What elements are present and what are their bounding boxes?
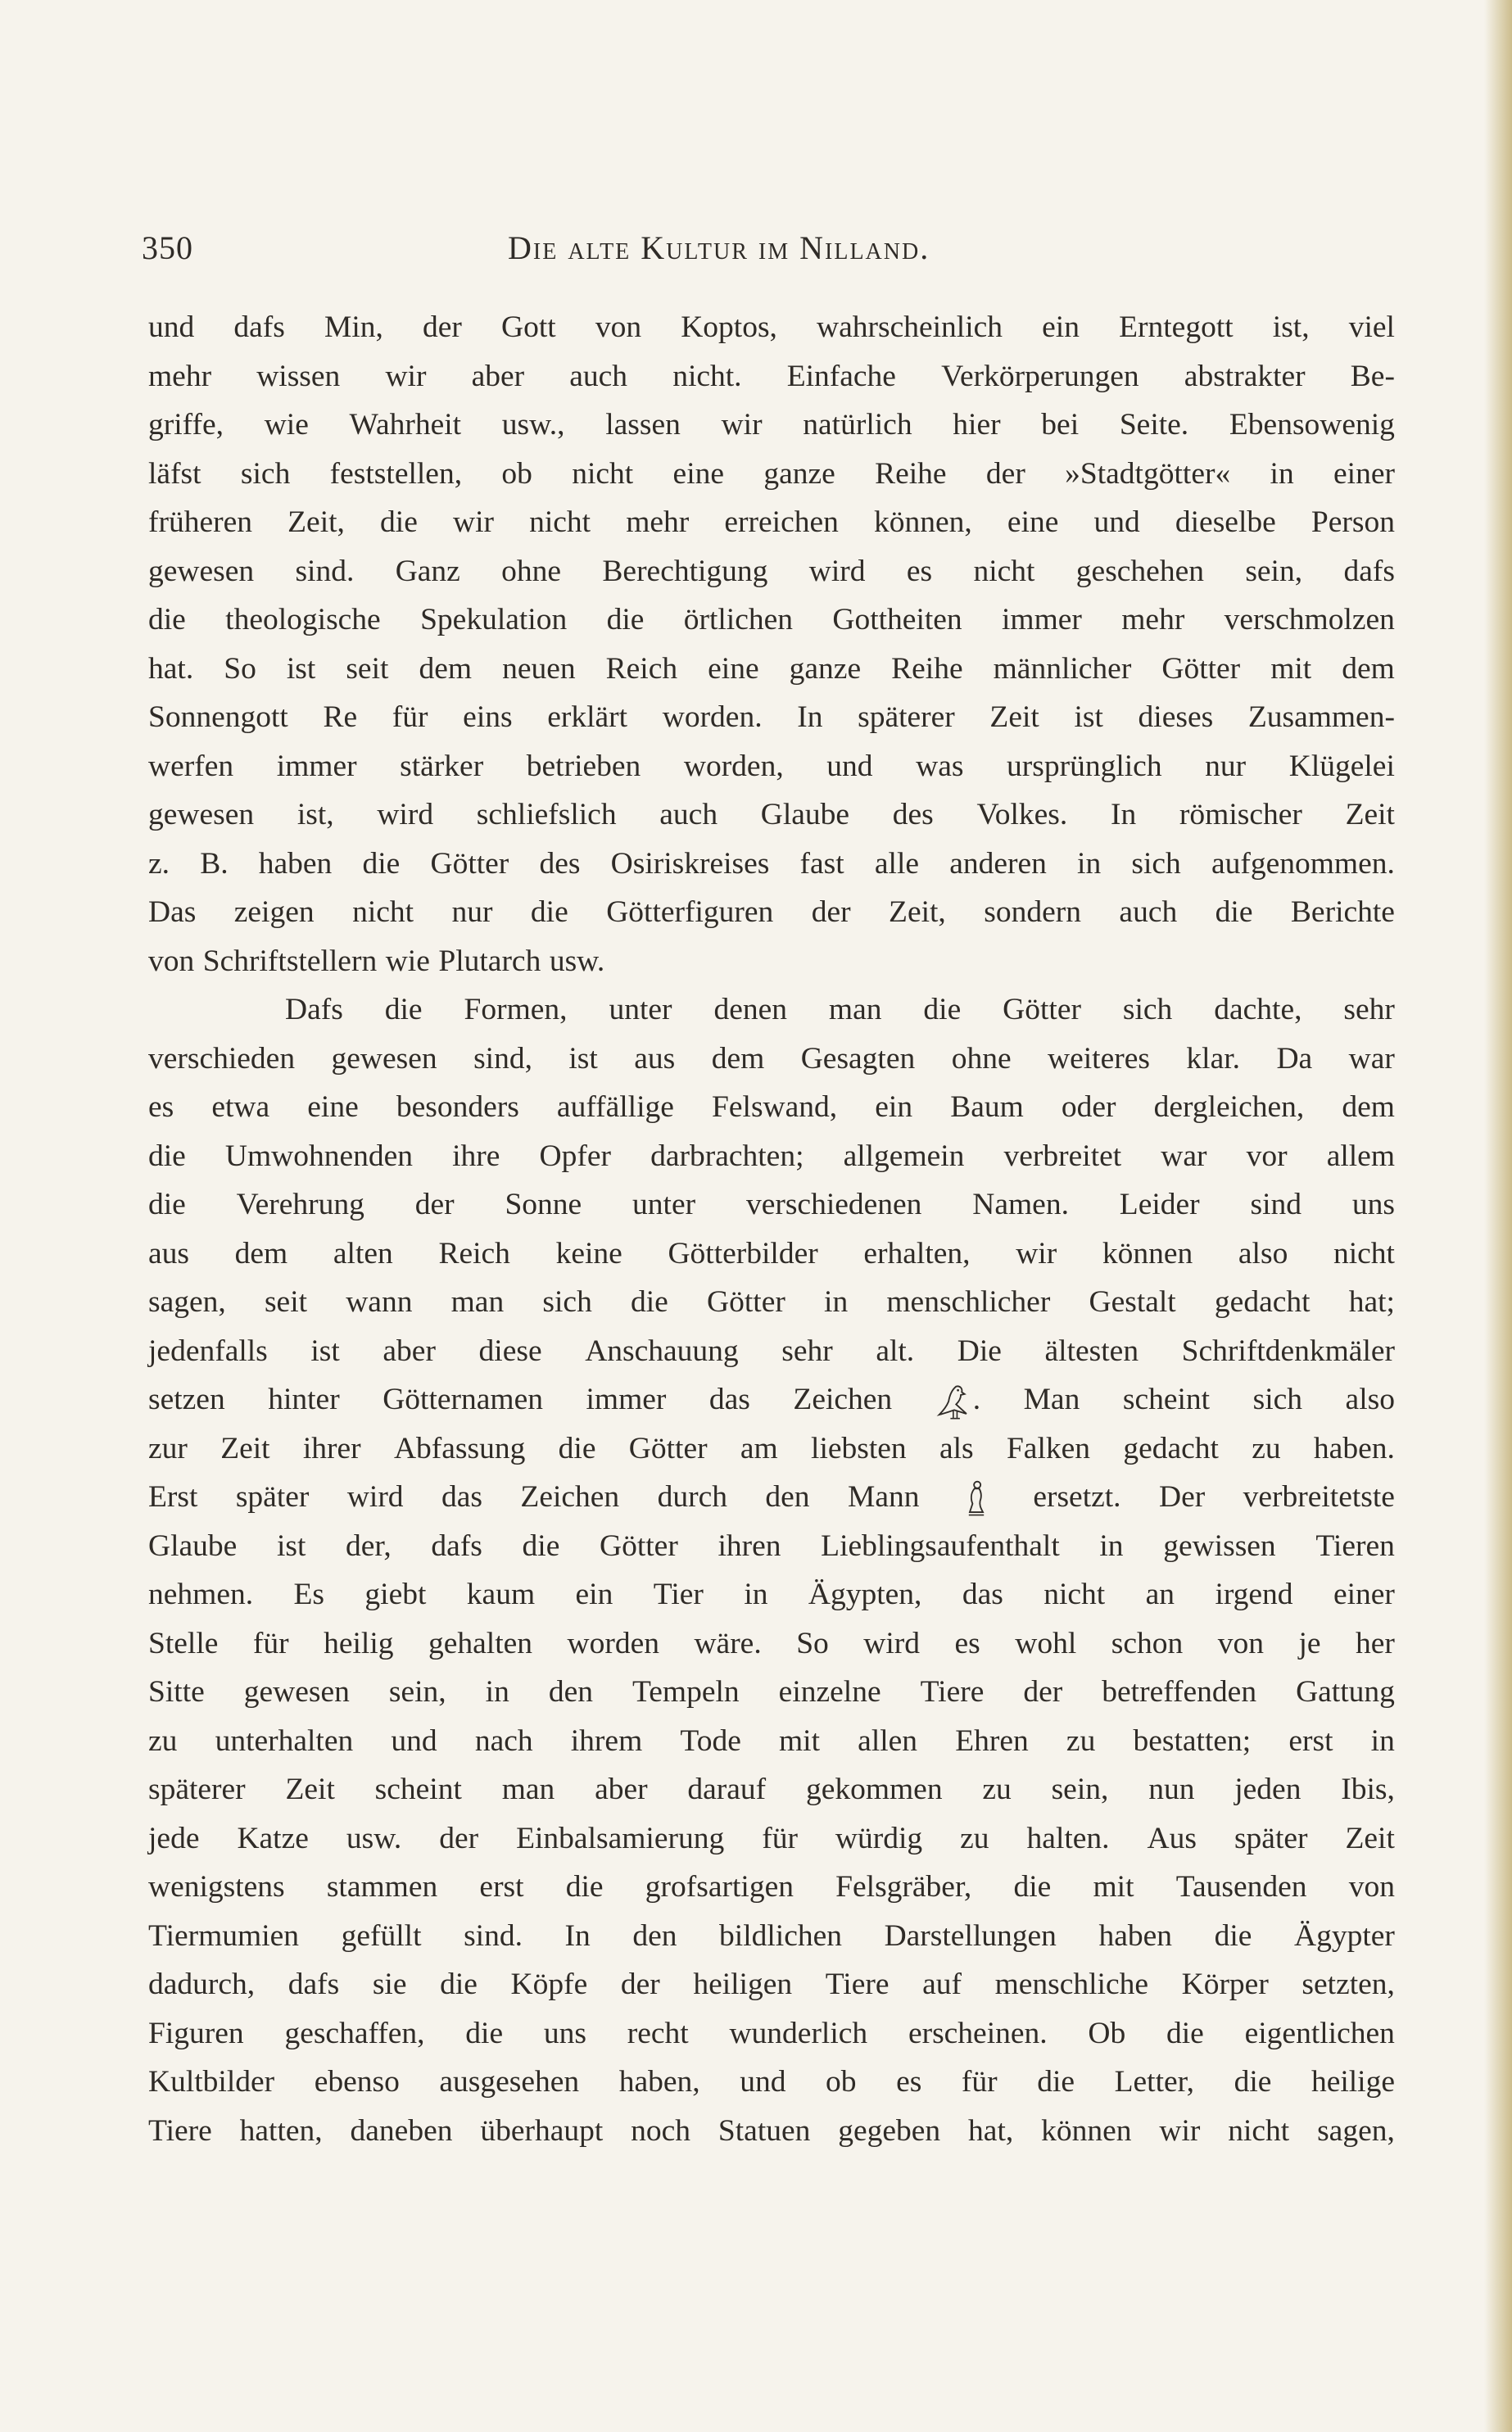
text-line: Tiermumien gefüllt sind. In den bildlichen Darstellungen haben die Ägypter (148, 1918, 1395, 1953)
text-line: zu unterhalten und nach ihrem Tode mit allen Ehren zu bestatten; erst in (148, 1723, 1395, 1758)
text-line: sagen, seit wann man sich die Götter in menschlicher Gestalt gedacht hat; (148, 1285, 1395, 1319)
text-line: setzen hinter Götternamen immer das Zeichen . Man scheint sich also (148, 1375, 1395, 1424)
text-line: dadurch, dafs sie die Köpfe der heiligen Tiere auf menschliche Körper setzten, (148, 1968, 1395, 2001)
text-line: jede Katze usw. der Einbalsamierung für würdig zu halten. Aus später Zeit (148, 1821, 1395, 1855)
falcon-hieroglyph-icon (935, 1383, 973, 1420)
text-line: Figuren geschaffen, die uns recht wunderlich erscheinen. Ob die eigentlichen (148, 2016, 1395, 2050)
text-line: Sonnengott Re für eins erklärt worden. In späterer Zeit ist dieses Zusammen- (148, 700, 1395, 734)
text-line: z. B. haben die Götter des Osiriskreises fast alle anderen in sich aufgenommen. (148, 846, 1395, 881)
text-line: gewesen sind. Ganz ohne Berechtigung wird es nicht geschehen sein, dafs (148, 554, 1395, 588)
text-line: jedenfalls ist aber diese Anschauung sehr alt. Die ältesten Schriftdenkmäler (148, 1334, 1395, 1368)
text-line: Glaube ist der, dafs die Götter ihren Lieblingsaufenthalt in gewissen Tieren (148, 1528, 1395, 1563)
text-line: verschieden gewesen sind, ist aus dem Gesagten ohne weiteres klar. Da war (148, 1041, 1395, 1076)
text-line: früheren Zeit, die wir nicht mehr erreichen können, eine und dieselbe Person (148, 505, 1395, 539)
text-line: nehmen. Es giebt kaum ein Tier in Ägypten, das nicht an irgend einer (148, 1578, 1395, 1611)
running-title: Die alte Kultur im Nilland. (508, 229, 930, 266)
page-number: 350 (142, 229, 193, 266)
text-line: Dafs die Formen, unter denen man die Götter sich dachte, sehr (285, 993, 1395, 1026)
text-line: mehr wissen wir aber auch nicht. Einfache Verkörperungen abstrakter Be- (148, 359, 1395, 393)
text-line: es etwa eine besonders auffällige Felswand, ein Baum oder dergleichen, dem (148, 1090, 1395, 1124)
text-line: läfst sich feststellen, ob nicht eine ganze Reihe der »Stadtgötter« in einer (148, 456, 1395, 491)
seated-man-hieroglyph-icon (957, 1480, 995, 1518)
text-line: Stelle für heilig gehalten worden wäre. So wird es wohl schon von je her (148, 1626, 1395, 1660)
text-line: zur Zeit ihrer Abfassung die Götter am liebsten als Falken gedacht zu haben. (148, 1431, 1395, 1465)
text-line: Das zeigen nicht nur die Götterfiguren der Zeit, sondern auch die Berichte (148, 895, 1395, 929)
page-header (0, 229, 1512, 274)
text-line: Kultbilder ebenso ausgesehen haben, und ob es für die Letter, die heilige (148, 2065, 1395, 2099)
text-line: späterer Zeit scheint man aber darauf gekommen zu sein, nun jeden Ibis, (148, 1773, 1395, 1806)
text-line: und dafs Min, der Gott von Koptos, wahrscheinlich ein Erntegott ist, viel (148, 310, 1395, 344)
text-line: hat. So ist seit dem neuen Reich eine ganze Reihe männlicher Götter mit dem (148, 651, 1395, 686)
text-line: aus dem alten Reich keine Götterbilder erhalten, wir können also nicht (148, 1236, 1395, 1270)
text-line: wenigstens stammen erst die grofsartigen Felsgräber, die mit Tausenden von (148, 1870, 1395, 1904)
text-line: die Umwohnenden ihre Opfer darbrachten; allgemein verbreitet war vor allem (148, 1139, 1395, 1173)
text-line: werfen immer stärker betrieben worden, und was ursprünglich nur Klügelei (148, 749, 1395, 783)
text-line: gewesen ist, wird schliefslich auch Glaube des Volkes. In römischer Zeit (148, 798, 1395, 831)
page-edge-shadow (1484, 0, 1512, 2432)
text-line: die theologische Spekulation die örtlichen Gottheiten immer mehr verschmolzen (148, 603, 1395, 636)
text-line: von Schriftstellern wie Plutarch usw. (148, 944, 605, 978)
body-text (148, 303, 1395, 2155)
text-line: Erst später wird das Zeichen durch den Mann ersetzt. Der verbreitetste (148, 1473, 1395, 1522)
text-line: Tiere hatten, daneben überhaupt noch Statuen gegeben hat, können wir nicht sagen, (148, 2113, 1395, 2148)
text-line: Sitte gewesen sein, in den Tempeln einzelne Tiere der betreffenden Gattung (148, 1675, 1395, 1709)
text-line: die Verehrung der Sonne unter verschiedenen Namen. Leider sind uns (148, 1188, 1395, 1221)
text-line: griffe, wie Wahrheit usw., lassen wir natürlich hier bei Seite. Ebensowenig (148, 408, 1395, 442)
